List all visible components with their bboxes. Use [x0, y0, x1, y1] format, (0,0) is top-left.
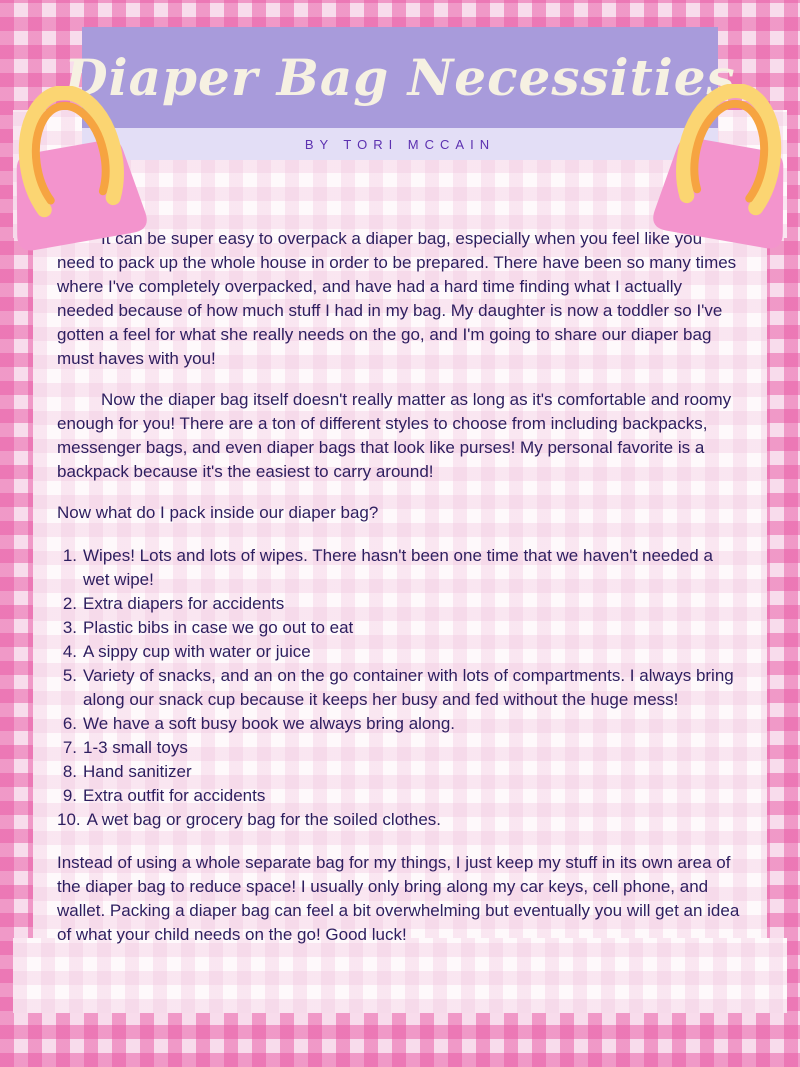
- header: [64, 27, 736, 160]
- body-paragraph: Now the diaper bag itself doesn't really matter as long as it's comfortable and roomy enough for you! There are a ton of different styles to choose from including backpacks, messenger bags, and even diaper bags that look like purses! My personal favorite is a backpack because it's the easiest to carry around!: [57, 390, 732, 481]
- list-item: [57, 616, 740, 640]
- list-item-text: Plastic bibs in case we go out to eat: [83, 618, 354, 637]
- list-item: [57, 808, 740, 832]
- list-item: [57, 592, 740, 616]
- list-item-text: Extra outfit for accidents: [83, 786, 266, 805]
- purse-icon: [632, 84, 800, 256]
- list-item-text: Wipes! Lots and lots of wipes. There hasn't been one time that we haven't needed a wet wipe!: [83, 546, 713, 589]
- article-body: [57, 227, 740, 947]
- list-item: [57, 640, 740, 664]
- packing-list: [57, 544, 740, 832]
- list-item: [57, 544, 740, 592]
- list-item: [57, 736, 740, 760]
- list-number: 6.: [62, 714, 77, 733]
- purse-icon: [0, 86, 168, 258]
- list-item: [57, 712, 740, 736]
- list-number: 3.: [62, 618, 77, 637]
- list-item-text: A sippy cup with water or juice: [83, 642, 311, 661]
- list-item-text: Variety of snacks, and an on the go container with lots of compartments. I always bring along our snack cup because it keeps her busy and fed without the huge mess!: [83, 666, 734, 709]
- list-intro: Now what do I pack inside our diaper bag?: [57, 503, 379, 522]
- list-number: 7.: [62, 738, 77, 757]
- list-item-text: Extra diapers for accidents: [83, 594, 285, 613]
- list-number: 2.: [62, 594, 77, 613]
- list-number: 10.: [57, 810, 81, 829]
- list-item: [57, 760, 740, 784]
- list-number: 8.: [62, 762, 77, 781]
- page-band-bottom: [13, 938, 787, 1013]
- title-banner: [64, 27, 736, 128]
- list-number: 1.: [62, 546, 77, 565]
- list-number: 5.: [62, 666, 77, 685]
- list-item-text: We have a soft busy book we always bring along.: [83, 714, 456, 733]
- page-title: Diaper Bag Necessities: [64, 48, 736, 107]
- closing-paragraph: Instead of using a whole separate bag for my things, I just keep my stuff in its own area of the diaper bag to reduce space! I usually only bring along my car keys, cell phone, and wallet. Packing a diaper bag can feel a bit overwhelming but eventually you will get an idea of what your child needs on the go! Good luck!: [57, 853, 740, 944]
- list-item-text: 1-3 small toys: [83, 738, 188, 757]
- list-number: 4.: [62, 642, 77, 661]
- list-number: 9.: [62, 786, 77, 805]
- list-item-text: Hand sanitizer: [83, 762, 192, 781]
- list-item: [57, 664, 740, 712]
- list-item-text: A wet bag or grocery bag for the soiled clothes.: [86, 810, 442, 829]
- list-item: [57, 784, 740, 808]
- byline: BY TORI MCCAIN: [304, 136, 496, 152]
- body-paragraph: It can be super easy to overpack a diaper bag, especially when you feel like you need to pack up the whole house in order to be prepared. There have been so many times where I've completely overpacked, and have had a hard time finding what I actually needed because of how much stuff I had in my bag. My daughter is now a toddler so I've gotten a feel for what she really needs on the go, and I'm going to share our diaper bag must haves with you!: [57, 229, 737, 368]
- byline-strip: [82, 128, 718, 160]
